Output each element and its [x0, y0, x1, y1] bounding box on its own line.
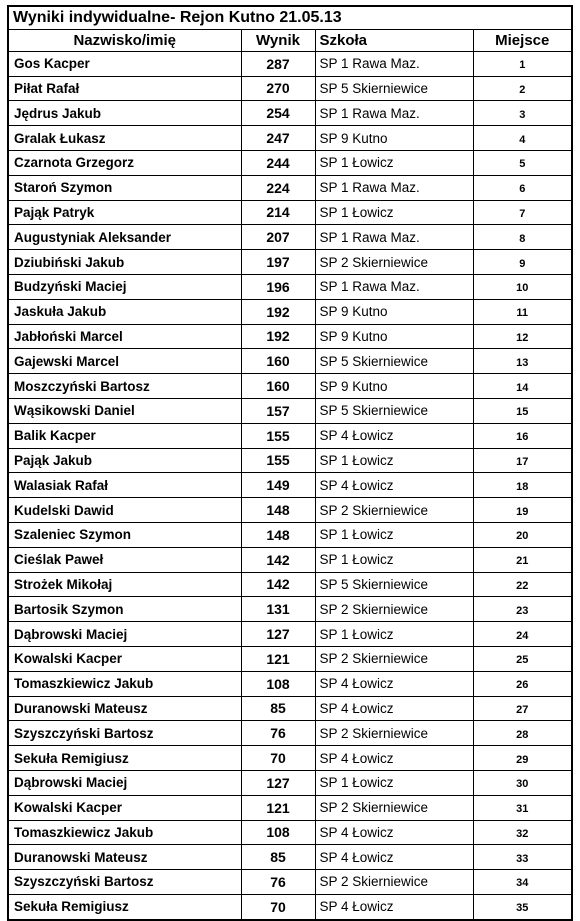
- name-cell: Piłat Rafał: [9, 76, 241, 101]
- name-cell: Kudelski Dawid: [9, 498, 241, 523]
- school-cell: SP 1 Rawa Maz.: [315, 274, 473, 299]
- school-cell: SP 4 Łowicz: [315, 473, 473, 498]
- school-cell: SP 1 Łowicz: [315, 200, 473, 225]
- place-cell: 34: [473, 870, 571, 895]
- score-cell: 148: [241, 498, 315, 523]
- school-cell: SP 1 Łowicz: [315, 448, 473, 473]
- table-row: [9, 820, 571, 845]
- school-cell: SP 1 Łowicz: [315, 522, 473, 547]
- table-row: [9, 795, 571, 820]
- results-sheet: [7, 5, 573, 921]
- name-cell: Kowalski Kacper: [9, 646, 241, 671]
- score-cell: 108: [241, 820, 315, 845]
- table-row: [9, 498, 571, 523]
- table-row: [9, 76, 571, 101]
- table-row: [9, 845, 571, 870]
- table-row: [9, 473, 571, 498]
- school-cell: SP 9 Kutno: [315, 324, 473, 349]
- name-cell: Tomaszkiewicz Jakub: [9, 671, 241, 696]
- score-cell: 224: [241, 175, 315, 200]
- table-row: [9, 398, 571, 423]
- school-cell: SP 4 Łowicz: [315, 746, 473, 771]
- place-cell: 6: [473, 175, 571, 200]
- table-row: [9, 547, 571, 572]
- header-row: [9, 30, 571, 51]
- table-row: [9, 299, 571, 324]
- score-cell: 149: [241, 473, 315, 498]
- name-cell: Walasiak Rafał: [9, 473, 241, 498]
- place-cell: 18: [473, 473, 571, 498]
- place-cell: 1: [473, 51, 571, 76]
- table-row: [9, 622, 571, 647]
- school-cell: SP 2 Skierniewice: [315, 795, 473, 820]
- place-cell: 15: [473, 398, 571, 423]
- place-cell: 33: [473, 845, 571, 870]
- place-cell: 19: [473, 498, 571, 523]
- table-row: [9, 51, 571, 76]
- place-cell: 28: [473, 721, 571, 746]
- table-row: [9, 522, 571, 547]
- score-cell: 214: [241, 200, 315, 225]
- place-cell: 20: [473, 522, 571, 547]
- school-cell: SP 4 Łowicz: [315, 671, 473, 696]
- table-row: [9, 671, 571, 696]
- school-cell: SP 1 Łowicz: [315, 150, 473, 175]
- name-cell: Dąbrowski Maciej: [9, 770, 241, 795]
- name-cell: Czarnota Grzegorz: [9, 150, 241, 175]
- place-cell: 27: [473, 696, 571, 721]
- name-cell: Sekuła Remigiusz: [9, 746, 241, 771]
- name-cell: Duranowski Mateusz: [9, 845, 241, 870]
- school-cell: SP 4 Łowicz: [315, 423, 473, 448]
- place-cell: 5: [473, 150, 571, 175]
- place-cell: 16: [473, 423, 571, 448]
- score-cell: 192: [241, 324, 315, 349]
- name-cell: Wąsikowski Daniel: [9, 398, 241, 423]
- school-cell: SP 4 Łowicz: [315, 820, 473, 845]
- name-cell: Bartosik Szymon: [9, 597, 241, 622]
- school-cell: SP 2 Skierniewice: [315, 646, 473, 671]
- header-name: Nazwisko/imię: [9, 30, 241, 51]
- school-cell: SP 1 Rawa Maz.: [315, 175, 473, 200]
- name-cell: Gos Kacper: [9, 51, 241, 76]
- school-cell: SP 1 Łowicz: [315, 622, 473, 647]
- table-row: [9, 870, 571, 895]
- school-cell: SP 2 Skierniewice: [315, 597, 473, 622]
- place-cell: 21: [473, 547, 571, 572]
- table-row: [9, 374, 571, 399]
- table-row: [9, 101, 571, 126]
- place-cell: 35: [473, 894, 571, 918]
- score-cell: 192: [241, 299, 315, 324]
- place-cell: 32: [473, 820, 571, 845]
- score-cell: 127: [241, 770, 315, 795]
- school-cell: SP 5 Skierniewice: [315, 572, 473, 597]
- place-cell: 31: [473, 795, 571, 820]
- table-row: [9, 597, 571, 622]
- score-cell: 155: [241, 448, 315, 473]
- name-cell: Strożek Mikołaj: [9, 572, 241, 597]
- score-cell: 70: [241, 894, 315, 918]
- score-cell: 207: [241, 225, 315, 250]
- place-cell: 24: [473, 622, 571, 647]
- name-cell: Jabłoński Marcel: [9, 324, 241, 349]
- score-cell: 247: [241, 126, 315, 151]
- place-cell: 22: [473, 572, 571, 597]
- name-cell: Duranowski Mateusz: [9, 696, 241, 721]
- school-cell: SP 4 Łowicz: [315, 696, 473, 721]
- place-cell: 29: [473, 746, 571, 771]
- score-cell: 160: [241, 374, 315, 399]
- name-cell: Szyszczyński Bartosz: [9, 721, 241, 746]
- name-cell: Moszczyński Bartosz: [9, 374, 241, 399]
- school-cell: SP 1 Rawa Maz.: [315, 101, 473, 126]
- score-cell: 76: [241, 870, 315, 895]
- place-cell: 13: [473, 349, 571, 374]
- score-cell: 127: [241, 622, 315, 647]
- school-cell: SP 4 Łowicz: [315, 894, 473, 918]
- name-cell: Augustyniak Aleksander: [9, 225, 241, 250]
- table-row: [9, 126, 571, 151]
- score-cell: 108: [241, 671, 315, 696]
- school-cell: SP 5 Skierniewice: [315, 76, 473, 101]
- table-row: [9, 894, 571, 918]
- table-row: [9, 721, 571, 746]
- score-cell: 148: [241, 522, 315, 547]
- table-row: [9, 746, 571, 771]
- place-cell: 2: [473, 76, 571, 101]
- table-row: [9, 225, 571, 250]
- score-cell: 121: [241, 795, 315, 820]
- school-cell: SP 2 Skierniewice: [315, 498, 473, 523]
- name-cell: Dąbrowski Maciej: [9, 622, 241, 647]
- name-cell: Budzyński Maciej: [9, 274, 241, 299]
- place-cell: 4: [473, 126, 571, 151]
- place-cell: 10: [473, 274, 571, 299]
- name-cell: Cieślak Paweł: [9, 547, 241, 572]
- school-cell: SP 2 Skierniewice: [315, 721, 473, 746]
- score-cell: 197: [241, 250, 315, 275]
- table-row: [9, 646, 571, 671]
- score-cell: 160: [241, 349, 315, 374]
- score-cell: 131: [241, 597, 315, 622]
- table-row: [9, 770, 571, 795]
- score-cell: 287: [241, 51, 315, 76]
- score-cell: 155: [241, 423, 315, 448]
- name-cell: Pająk Patryk: [9, 200, 241, 225]
- table-row: [9, 324, 571, 349]
- sheet-title: Wyniki indywidualne- Rejon Kutno 21.05.13: [9, 7, 571, 30]
- score-cell: 244: [241, 150, 315, 175]
- header-school: Szkoła: [315, 30, 473, 51]
- name-cell: Kowalski Kacper: [9, 795, 241, 820]
- name-cell: Gralak Łukasz: [9, 126, 241, 151]
- score-cell: 121: [241, 646, 315, 671]
- school-cell: SP 2 Skierniewice: [315, 870, 473, 895]
- school-cell: SP 4 Łowicz: [315, 845, 473, 870]
- table-row: [9, 572, 571, 597]
- score-cell: 70: [241, 746, 315, 771]
- table-row: [9, 696, 571, 721]
- school-cell: SP 9 Kutno: [315, 374, 473, 399]
- place-cell: 3: [473, 101, 571, 126]
- place-cell: 11: [473, 299, 571, 324]
- table-row: [9, 200, 571, 225]
- school-cell: SP 1 Rawa Maz.: [315, 225, 473, 250]
- table-row: [9, 448, 571, 473]
- score-cell: 76: [241, 721, 315, 746]
- score-cell: 254: [241, 101, 315, 126]
- place-cell: 9: [473, 250, 571, 275]
- place-cell: 17: [473, 448, 571, 473]
- school-cell: SP 5 Skierniewice: [315, 349, 473, 374]
- place-cell: 14: [473, 374, 571, 399]
- school-cell: SP 1 Łowicz: [315, 547, 473, 572]
- score-cell: 196: [241, 274, 315, 299]
- score-cell: 270: [241, 76, 315, 101]
- school-cell: SP 1 Łowicz: [315, 770, 473, 795]
- table-row: [9, 250, 571, 275]
- score-cell: 142: [241, 572, 315, 597]
- place-cell: 25: [473, 646, 571, 671]
- school-cell: SP 9 Kutno: [315, 299, 473, 324]
- table-row: [9, 175, 571, 200]
- school-cell: SP 9 Kutno: [315, 126, 473, 151]
- name-cell: Staroń Szymon: [9, 175, 241, 200]
- name-cell: Szaleniec Szymon: [9, 522, 241, 547]
- school-cell: SP 1 Rawa Maz.: [315, 51, 473, 76]
- score-cell: 85: [241, 696, 315, 721]
- table-row: [9, 423, 571, 448]
- place-cell: 26: [473, 671, 571, 696]
- name-cell: Sekuła Remigiusz: [9, 894, 241, 918]
- table-row: [9, 150, 571, 175]
- place-cell: 8: [473, 225, 571, 250]
- name-cell: Gajewski Marcel: [9, 349, 241, 374]
- place-cell: 23: [473, 597, 571, 622]
- school-cell: SP 5 Skierniewice: [315, 398, 473, 423]
- name-cell: Dziubiński Jakub: [9, 250, 241, 275]
- score-cell: 157: [241, 398, 315, 423]
- name-cell: Jaskuła Jakub: [9, 299, 241, 324]
- results-table: [9, 30, 571, 919]
- name-cell: Pająk Jakub: [9, 448, 241, 473]
- header-score: Wynik: [241, 30, 315, 51]
- school-cell: SP 2 Skierniewice: [315, 250, 473, 275]
- name-cell: Szyszczyński Bartosz: [9, 870, 241, 895]
- name-cell: Jędrus Jakub: [9, 101, 241, 126]
- header-place: Miejsce: [473, 30, 571, 51]
- table-row: [9, 274, 571, 299]
- place-cell: 12: [473, 324, 571, 349]
- name-cell: Tomaszkiewicz Jakub: [9, 820, 241, 845]
- name-cell: Balik Kacper: [9, 423, 241, 448]
- place-cell: 30: [473, 770, 571, 795]
- table-row: [9, 349, 571, 374]
- score-cell: 142: [241, 547, 315, 572]
- place-cell: 7: [473, 200, 571, 225]
- score-cell: 85: [241, 845, 315, 870]
